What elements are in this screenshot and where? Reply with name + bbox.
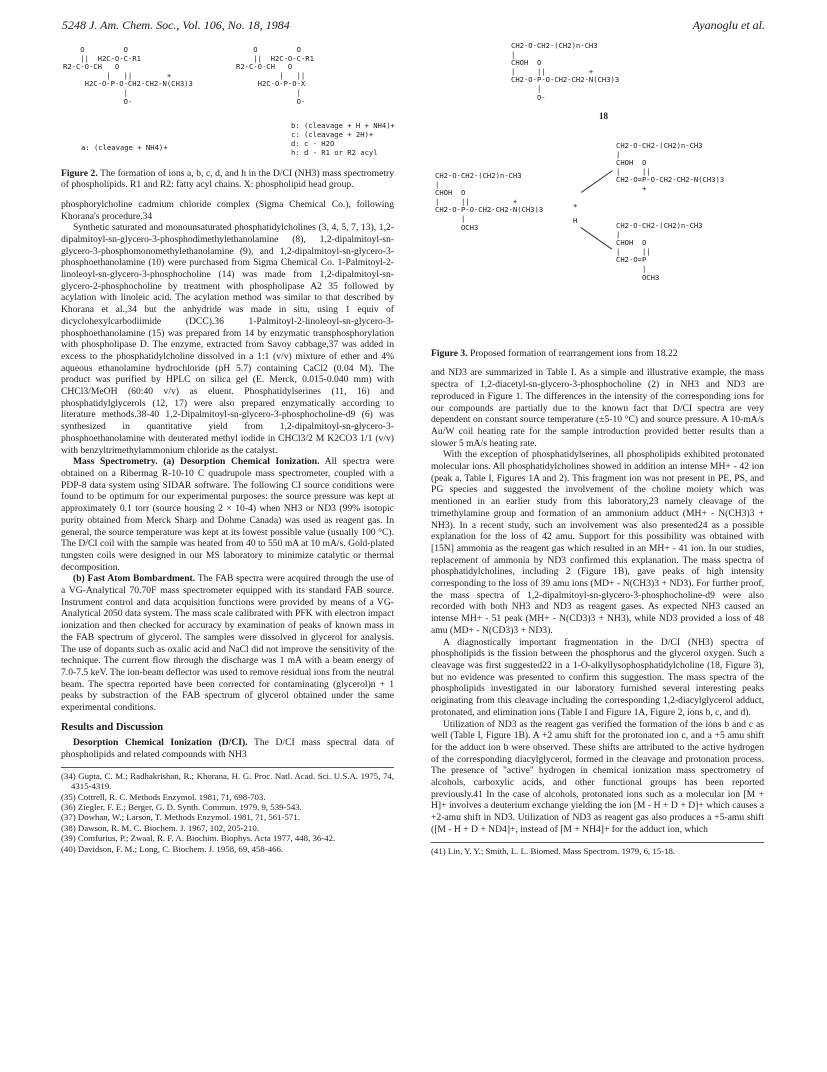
right-paragraph: and ND3 are summarized in Table I. As a simple and illustrative example, the mass spectra of 1,2-diacetyl-sn-glycero-3-phosphocholine (2) in NH3 and ND3 are reproduced in Figure 1. The differences in the intensity of the corresponding ions for our compounds are partially due to the known fact that D/CI spectra are very dependent on constant source temperature (±5-10 °C) and source pressure. A 10-mA/s Au/W coil heating rate for the sample introduction provided better results than a slower 5 mA/s heating rate. — [431, 367, 764, 449]
ms-section-heading: Mass Spectrometry. (a) Desorption Chemical Ionization. — [73, 456, 320, 468]
left-paragraph: Synthetic saturated and monounsaturated phosphatidylcholines (3, 4, 5, 7, 13), 1,2-dipalmitoyl-sn-glycero-3-phosphodimethylethanolamine (8), 1,2-dipalmitoyl-sn-glycero-3-phosphomonomethylethanolamine (9), and 1,2-dipalmitoyl-sn-glycero-3-phosphoethanolamine (10) were purchased from Sigma Chemical Co. 1-Palmitoyl-2-linoleoyl-sn-glycero-3-phosphocholine (14) was made from 1,2-dipalmitoyl-sn-glycero-2-phosphocholine by treatment with phospholipase A2 35 followed by acylation with linoleic acid. The acylation method was similar to that described by Khorana et al.,34 but the anhydride was made in situ, using 1 equiv of dicyclohexylcarbodiimide (DCC).36 1-Palmitoyl-2-linoleoyl-sn-glycero-3-phosphoethanolamine (15) was prepared from 14 by enzymatic transphosphorylation with phospholipase D. The enzyme, extracted from Savoy cabbage,37 was added in excess to the phosphatidylcholine dissolved in a 1:1 (v/v) mixture of ether and 4% aqueous ethanolamine hydrochloride (pH 5.7) containing CaCl2 (0.04 M). The product was purified by HPLC on silica gel (E. Merck, 0.015-0.040 mm) with CHCl3/MeOH (60:40 v/v) as eluent. Phosphatidylserines (11, 16) and phosphatidylglycerols (12, 17) were also prepared enzymatically according to literature methods.38-40 1,2-Dipalmitoyl-sn-glycero-3-phosphocholine-d9 (6) was synthesized in quantitative yield from 1,2-dipalmitoyl-sn-glycero-3-phosphoethanolamine with deuterated methyl iodide in CHCl3/2 M K2CO3 1/1 (v/v) with benzyltrimethylammonium chloride as the catalyst. — [61, 222, 394, 456]
results-heading: Results and Discussion — [61, 721, 164, 733]
dci-section-heading: Desorption Chemical Ionization (D/CI). — [73, 737, 248, 749]
figure2-caption — [61, 168, 394, 191]
figure2-label-d: d: c - H2O — [291, 139, 335, 148]
footnote: (34) Gupta, C. M.; Radhakrishan, R.; Khorana, H. G. Proc. Natl. Acad. Sci. U.S.A. 1975, 74, 4315-4319. — [61, 770, 394, 792]
figure2-structure-a: O O || H2C-O-C-R1 R2-C-O-CH O | || + H2C-O-P-O-CH2-CH2-N(CH3)3 | O- — [63, 45, 193, 106]
fab-section — [61, 573, 394, 713]
figure3-label-18: 18 — [599, 111, 608, 121]
figure2-structure-b: O O || H2C-O-C-R1 R2-C-O-CH O | || H2C-O-P-O-X | O- — [236, 45, 314, 106]
ms-section — [61, 456, 394, 573]
figure3-structure-18: CH2-O-CH2-(CH2)n-CH3 | CHOH O | || + CH2-O-P-O-CH2-CH2-N(CH3)3 | O- — [511, 41, 620, 102]
right-column — [431, 42, 764, 856]
left-paragraph: phosphorylcholine cadmium chloride complex (Sigma Chemical Co.), following Khorana's procedure.34 — [61, 198, 394, 222]
footnote: (39) Comfurius, P.; Zwaal, R. F. A. Biochim. Biophys. Acta 1977, 448, 36-42. — [61, 833, 336, 844]
footnote: (40) Davidson, F. M.; Long, C. Biochem. J. 1958, 69, 458-466. — [61, 843, 284, 854]
figure2-structures — [61, 42, 394, 162]
figure3-h-label: H — [573, 216, 578, 225]
right-footnotes — [431, 846, 764, 856]
footnote-rule — [431, 842, 764, 843]
fab-section-text: The FAB spectra were acquired through the use of a VG-Analytical 70.70F mass spectrometer equipped with its standard FAB source. Instrument control and data acquisition functions were provided by means of a VG-Analytical 2050 data system. The mass scale calibrated with PFK with electron impact ionization and then checked for accuracy by examination of peaks of known mass in the FAB spectrum of glycerol. The samples were dissolved in glycerol for analysis. The use of dopants such as oxalic acid and NaCl did not improve the sensitivity of the technique. The current flow through the discharge was 1 mA with a beam energy of 7.0-7.5 keV. The ion-beam deflector was used to remove residual ions from the neutral beam. The spectra reported have been corrected for contaminating (glycerol)n + 1 peaks by substraction of the FAB spectrum of glycerol obtained under the same experimental conditions. — [61, 573, 394, 714]
figure3-structure-top-right: CH2-O-CH2-(CH2)n-CH3 | CHOH O | || CH2-O=P-O-CH2-CH2-N(CH3)3 + — [616, 141, 725, 193]
figure3-caption — [431, 348, 764, 359]
figure3-caption-text: Proposed formation of rearrangement ions from 18.22 — [470, 348, 678, 359]
figure2-label-b: b: (cleavage + H + NH4)+ — [291, 121, 395, 130]
figure2-label-h: h: d - R1 or R2 acyl — [291, 148, 378, 157]
running-header-left: 5248 J. Am. Chem. Soc., Vol. 106, No. 18, 1984 — [62, 18, 290, 32]
right-paragraph: With the exception of phosphatidylserines, all phospholipids exhibited protonated molecular ions. All phosphatidylcholines showed in addition an intense MH+ - 42 ion (peak a, Table I, Figures 1A and 2). This fragment ion was not present in PE, PS, and PG species and suggested the involvement of the choline moiety which was mentioned in an earlier study from this laboratory,23 namely cleavage of the trimethylamine group and formation of an ammonium adduct (MH+ - N(CH3)3 + NH3). In a recent study, such an involvement was also presented24 as a possible explanation for the loss of 42 amu. Support for this possibility was obtained with [15N] ammonia as the reagent gas which resulted in an MH+ - 41 ion. In our studies, replacement of ammonia by ND3 confirmed this explanation. The mass spectra of phosphatidylcholines, including 2 (Figure 1B), gave peaks of high intensity corresponding to the loss of 39 amu ions (MD+ - N(CH3)3 + ND3). For further proof, the mass spectra of 1,2-dipalmitoyl-sn-glycero-3-phosphocholine-d9 were also recorded with both NH3 and ND3 as reagent gases. As expected NH3 caused an intense MH+ - 51 peak (MH+ - N(CD3)3 + NH3), while ND3 provided a loss of 48 amu (MD+ - N(CD3)3 + ND3). — [431, 449, 764, 636]
figure3-structure-left: CH2-O-CH2-(CH2)n-CH3 | CHOH O | || + CH2-O-P-O-CH2-CH2-N(CH3)3 | OCH3 — [435, 171, 544, 232]
ms-section-text: All spectra were obtained on a Ribermag R-10-10 C quadrupole mass spectrometer, coupled with a PDP-8 data system using SIDAR software. The following CI source conditions were found to be optimum for our experimental purposes: the source pressure was kept at approximately 0.1 torr (source housing 2 × 10-4) when NH3 or ND3 (99% isotopic purity obtained from Merck Sharp and Dohme Canada) was used as reagent gas. In general, the source temperature was kept at its lowest possible value (usually 100 °C). The D/CI coil with the sample was heated from 40 to 550 mA at 10 mA/s. Gold-plated tungsten coils were designed in our MS laboratory to minimize catalytic or thermal decomposition. — [61, 456, 395, 573]
right-paragraph: A diagnostically important fragmentation in the D/CI (NH3) spectra of phospholipids is the fission between the phosphorus and the glycerol oxygen. Such a cleavage was first suggested22 in a 1-O-alkyllysophosphatidylcholine (18, Figure 3), but no evidence was presented to confirm this suggestion. The mass spectra of the phospholipids investigated in our laboratory furnished several interesting peaks originating from this cleavage including the corresponding 1,2-diacylglycerol adduct, protonated, and elimination ions (Table I and Figure 1A, Figure 2, ions b, c, and d). — [431, 636, 764, 718]
left-footnotes — [61, 771, 394, 854]
dci-section — [61, 737, 394, 760]
left-column — [61, 42, 394, 854]
right-paragraph: Utilization of ND3 as the reagent gas verified the formation of the ions b and c as well (Table I, Figure 1B). A +2 amu shift for the protonated ion c, and a +5 amu shift for the adduct ion b were observed. These shifts are attributed to the active hydrogen of the corresponding diacylglycerol, formed in the cleavage and protonation process. The presence of "active" hydrogen in chemical ionization mass spectrometry of alcohols, carboxylic acids, and other functional groups has been reported previously.41 In the case of alcohols, protonated ions such as a molecular ion [M + H]+ involves a deuterium exchange yielding the ion [M - H + D + D]+ which causes a +2-amu shift in ND3. Utilization of ND3 as reagent gas also produces a +5-amu shift ([M - H + D + ND4]+, instead of [M + NH4]+ for the adduct ion, which — [431, 718, 764, 835]
figure2-caption-text: The formation of ions a, b, c, d, and h in the D/CI (NH3) mass spectrometry of phospholipids. R1 and R2: fatty acyl chains. X: phospholipid head group. — [61, 168, 394, 191]
figure2-caption-label: Figure 2. — [61, 168, 98, 179]
figure3-structure-bottom-right: CH2-O-CH2-(CH2)n-CH3 | CHOH O | || CH2-O=P | OCH3 — [616, 221, 703, 282]
reaction-arrow-up — [581, 170, 613, 193]
dci-section-text: The D/CI mass spectral data of phospholipids and related compounds with NH3 — [61, 737, 394, 761]
fab-section-heading: (b) Fast Atom Bombardment. — [73, 573, 196, 585]
footnote: (41) Lin, Y. Y.; Smith, L. L. Biomed. Mass Spectrom. 1979, 6, 15-18. — [431, 845, 676, 856]
running-header-right: Ayanoglu et al. — [692, 18, 765, 32]
footnote: (35) Cottrell, R. C. Methods Enzymol. 1981, 71, 698-703. — [61, 791, 266, 802]
figure3-structures — [431, 42, 764, 342]
footnote: (36) Ziegler, F. E.; Berger, G. D. Synth. Commun. 1979, 9, 539-543. — [61, 802, 302, 813]
footnote: (38) Dawson, R. M. C. Biochem. J. 1967, 102, 205-210. — [61, 822, 259, 833]
figure2-label-a: a: (cleavage + NH4)+ — [81, 143, 168, 152]
figure3-caption-label: Figure 3. — [431, 348, 468, 359]
reaction-arrow-down — [580, 227, 612, 250]
figure3-plus: + — [573, 201, 578, 210]
footnote: (37) Dowhan, W.; Larson, T. Methods Enzymol. 1981, 71, 561-571. — [61, 812, 300, 823]
figure2-label-c: c: (cleavage + 2H)+ — [291, 130, 374, 139]
footnote-rule — [61, 767, 394, 768]
